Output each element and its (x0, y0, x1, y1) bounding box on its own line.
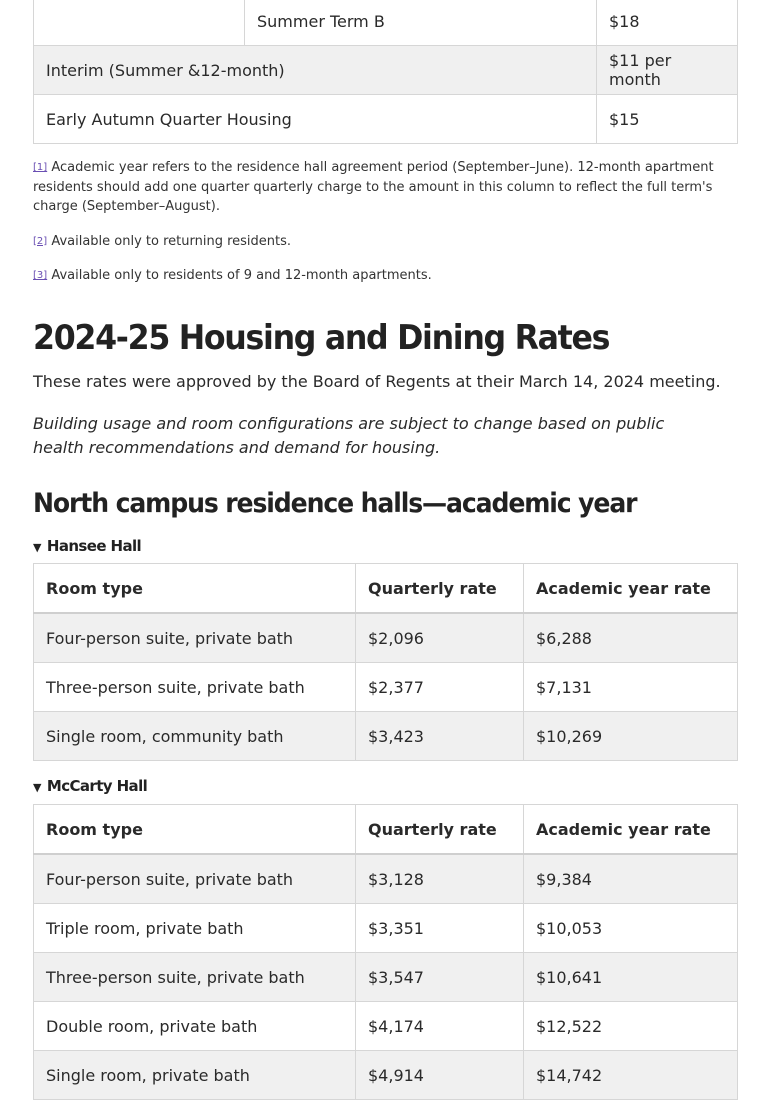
table-row (34, 95, 738, 144)
table-cell: Double room, private bath (34, 1002, 356, 1051)
table-cell: $9,384 (524, 854, 738, 904)
footnote-text: Available only to returning residents. (51, 233, 292, 249)
footnote-text: Academic year refers to the residence hall agreement period (September–June). 12-month apartment residents should add one quarter quarterly charge to the amount in this column to reflect the full term's charge (September–August). (33, 160, 714, 214)
table-cell: $18 (597, 0, 738, 46)
triangle-down-icon: ▼ (33, 781, 41, 794)
table-cell: $12,522 (524, 1002, 738, 1051)
table-cell: $10,269 (524, 712, 738, 761)
column-header: Room type (34, 805, 356, 855)
table-row (34, 663, 738, 712)
table-cell: $14,742 (524, 1051, 738, 1100)
table-cell: $15 (597, 95, 738, 144)
column-header: Academic year rate (524, 805, 738, 855)
previous-rates-table (33, 0, 737, 144)
table-header-row (34, 564, 738, 614)
table-cell: $3,423 (356, 712, 524, 761)
hall-name: McCarty Hall (46, 777, 148, 795)
table-cell: Four-person suite, private bath (34, 613, 356, 663)
table-cell: $10,053 (524, 904, 738, 953)
footnote-ref-link[interactable]: [1] (33, 162, 48, 173)
table-row (34, 1002, 738, 1051)
table-cell: $7,131 (524, 663, 738, 712)
mccarty-hall-table (33, 804, 737, 1100)
footnote-ref-link[interactable]: [3] (33, 270, 48, 281)
table-cell: $2,096 (356, 613, 524, 663)
table-row (34, 953, 738, 1002)
table-header-row (34, 805, 738, 855)
section-note: Building usage and room configurations are subject to change based on public health recommendations and demand for housing. (33, 414, 665, 457)
table-cell: $11 per month (597, 46, 738, 95)
table-row (34, 712, 738, 761)
table-row (34, 46, 738, 95)
table-row (34, 854, 738, 904)
table-row (34, 904, 738, 953)
table-cell: $4,914 (356, 1051, 524, 1100)
table-cell: $2,377 (356, 663, 524, 712)
table-cell: Triple room, private bath (34, 904, 356, 953)
footnote (33, 266, 737, 286)
table-cell: $3,351 (356, 904, 524, 953)
table-cell (34, 0, 245, 46)
table-cell: $6,288 (524, 613, 738, 663)
column-header: Room type (34, 564, 356, 614)
table-cell: Three-person suite, private bath (34, 663, 356, 712)
footnote-text: Available only to residents of 9 and 12-month apartments. (51, 268, 432, 283)
footnote (33, 158, 737, 217)
table-row (34, 613, 738, 663)
footnotes (33, 158, 737, 301)
column-header: Academic year rate (524, 564, 738, 614)
column-header: Quarterly rate (356, 805, 524, 855)
table-cell: $10,641 (524, 953, 738, 1002)
hansee-hall-toggle[interactable] (33, 537, 141, 555)
table-cell: $3,547 (356, 953, 524, 1002)
triangle-down-icon: ▼ (33, 541, 41, 554)
section-intro: These rates were approved by the Board of Regents at their March 14, 2024 meeting. (33, 372, 721, 391)
table-cell: Three-person suite, private bath (34, 953, 356, 1002)
table-cell: Early Autumn Quarter Housing (34, 95, 597, 144)
table-cell: Interim (Summer &12-month) (34, 46, 597, 95)
table-cell: Single room, community bath (34, 712, 356, 761)
hansee-hall-table (33, 563, 737, 761)
column-header: Quarterly rate (356, 564, 524, 614)
section-title: 2024-25 Housing and Dining Rates (33, 318, 610, 358)
table-cell: $4,174 (356, 1002, 524, 1051)
mccarty-hall-toggle[interactable] (33, 777, 147, 795)
table-cell: Four-person suite, private bath (34, 854, 356, 904)
footnote-ref-link[interactable]: [2] (33, 235, 48, 247)
subsection-title: North campus residence halls—academic year (33, 488, 637, 519)
hall-name: Hansee Hall (46, 537, 142, 555)
table-row (34, 1051, 738, 1100)
table-cell: Summer Term B (245, 0, 597, 46)
table-cell: $3,128 (356, 854, 524, 904)
footnote (33, 232, 737, 252)
table-cell: Single room, private bath (34, 1051, 356, 1100)
table-row (34, 0, 738, 46)
